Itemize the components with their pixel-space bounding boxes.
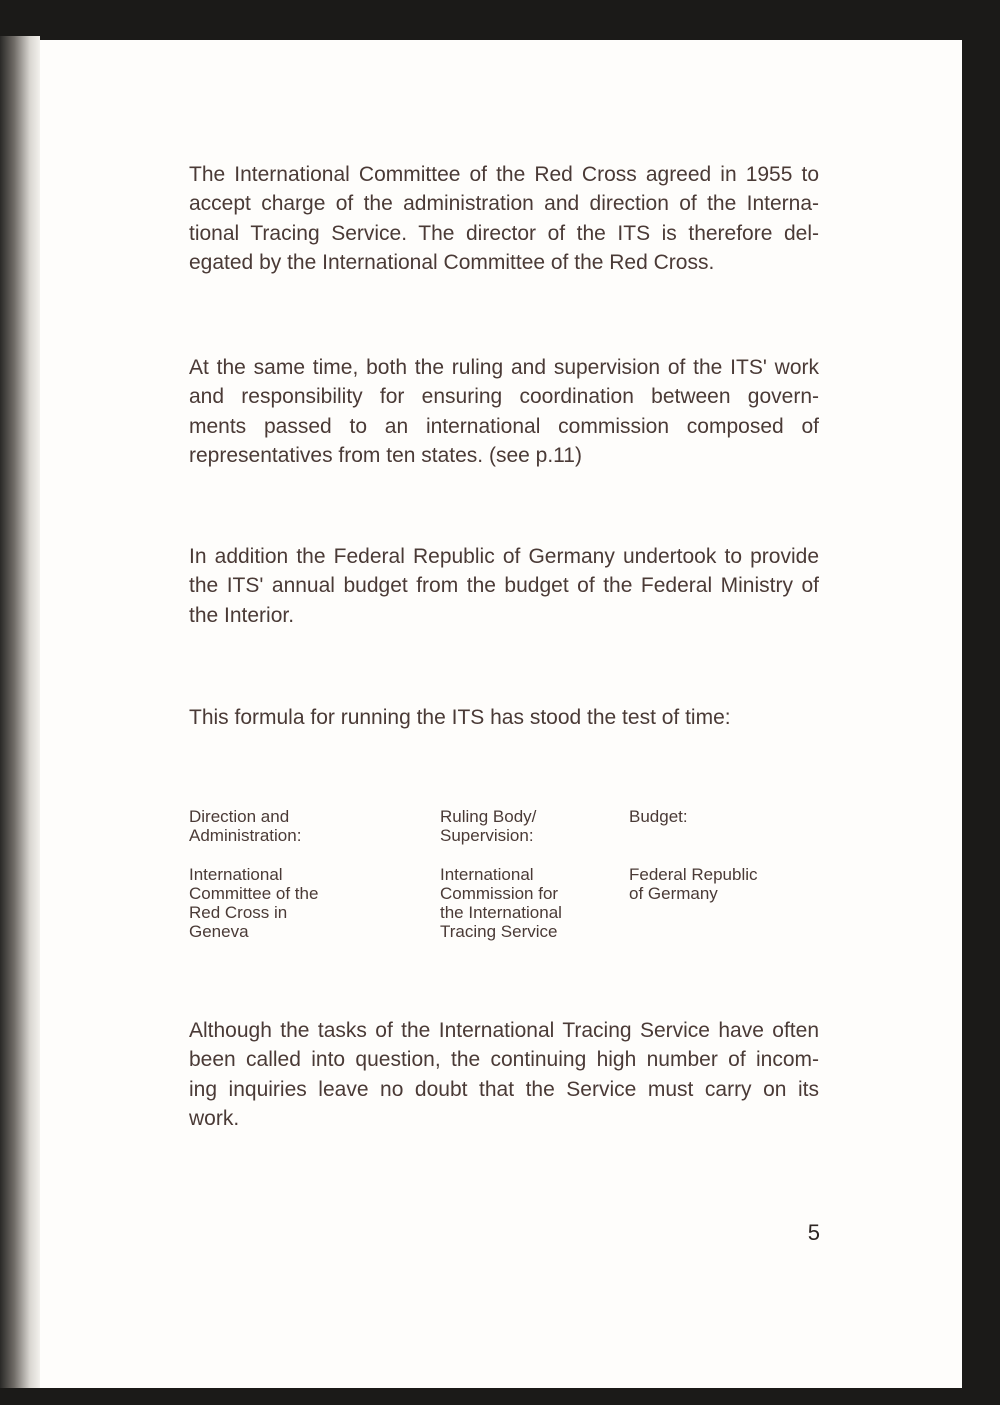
column-heading bbox=[440, 807, 620, 845]
text-line: At the same time, both the ruling and supervision of the ITS' work bbox=[189, 356, 819, 379]
column-body bbox=[629, 865, 819, 903]
text-line: egated by the International Committee of the Red Cross. bbox=[189, 250, 715, 274]
page-binding-edge bbox=[0, 36, 40, 1388]
table-column-budget bbox=[629, 807, 819, 903]
page-number: 5 bbox=[807, 1220, 820, 1245]
body-line: International bbox=[189, 865, 283, 884]
table-column-ruling-body bbox=[440, 807, 620, 941]
table-column-direction bbox=[189, 807, 389, 941]
column-body bbox=[189, 865, 389, 941]
text-line: accept charge of the administration and direction of the Interna- bbox=[189, 192, 819, 216]
paragraph-formula bbox=[189, 703, 819, 732]
body-line: Committee of the bbox=[189, 884, 319, 903]
text-line: work. bbox=[189, 1106, 240, 1130]
body-line: Tracing Service bbox=[440, 922, 558, 941]
paragraph-conclusion bbox=[189, 1016, 819, 1133]
text-line: Although the tasks of the International Tracing Service have often bbox=[189, 1019, 819, 1042]
column-body bbox=[440, 865, 620, 941]
body-line: Geneva bbox=[189, 922, 249, 941]
text-line: The International Committee of the Red Cross agreed in 1955 to bbox=[189, 163, 819, 186]
body-line: Federal Republic bbox=[629, 865, 758, 884]
text-line: the Interior. bbox=[189, 603, 295, 627]
paragraph-supervision bbox=[189, 353, 819, 470]
text-line: been called into question, the continuing high number of incom- bbox=[189, 1048, 819, 1072]
text-line: the ITS' annual budget from the budget of the Federal Ministry of bbox=[189, 574, 819, 598]
body-line: of Germany bbox=[629, 884, 718, 903]
text-line: In addition the Federal Republic of Germany undertook to provide bbox=[189, 545, 819, 568]
column-heading bbox=[629, 807, 819, 826]
text-line: and responsibility for ensuring coordination between govern- bbox=[189, 385, 819, 409]
text-line: tional Tracing Service. The director of the ITS is therefore del- bbox=[189, 221, 819, 245]
text-line: This formula for running the ITS has stood the test of time: bbox=[189, 706, 731, 729]
paragraph-budget bbox=[189, 542, 819, 630]
paragraph-icrc-1955 bbox=[189, 160, 819, 277]
heading-line: Budget: bbox=[629, 807, 688, 826]
heading-line: Direction and bbox=[189, 807, 290, 826]
text-line: ments passed to an international commission composed of bbox=[189, 414, 819, 438]
body-line: International bbox=[440, 865, 534, 884]
heading-line: Ruling Body/ bbox=[440, 807, 537, 826]
body-line: the International bbox=[440, 903, 562, 922]
text-line: ing inquiries leave no doubt that the Service must carry on its bbox=[189, 1077, 819, 1101]
body-line: Red Cross in bbox=[189, 903, 288, 922]
body-line: Commission for bbox=[440, 884, 559, 903]
heading-line: Administration: bbox=[189, 826, 302, 845]
text-line: representatives from ten states. (see p.11) bbox=[189, 443, 582, 467]
column-heading bbox=[189, 807, 389, 845]
heading-line: Supervision: bbox=[440, 826, 534, 845]
